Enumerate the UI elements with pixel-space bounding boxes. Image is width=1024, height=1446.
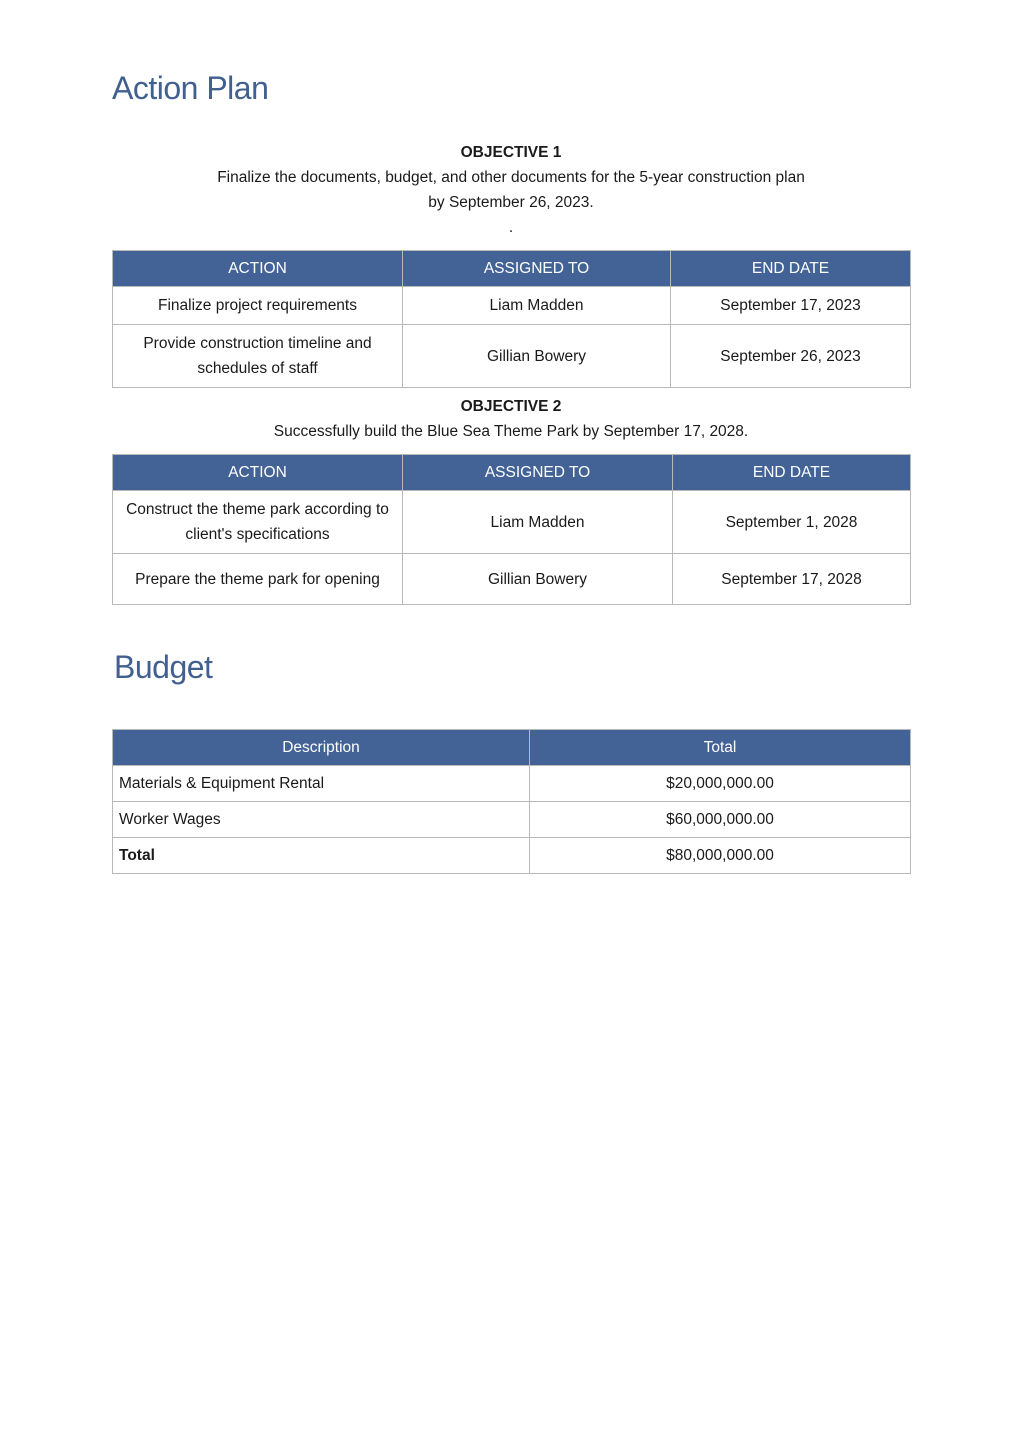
assigned-cell: Liam Madden: [403, 491, 673, 554]
end-date-cell: September 17, 2023: [671, 287, 911, 325]
total-row: [113, 838, 911, 874]
total-label-cell: Total: [113, 838, 530, 874]
header-action: ACTION: [113, 455, 403, 491]
objective-2-table: [112, 454, 911, 605]
table-row: [113, 766, 911, 802]
header-assigned-to: ASSIGNED TO: [403, 455, 673, 491]
objective-1-text-line1: Finalize the documents, budget, and other documents for the 5-year construction plan: [217, 169, 805, 186]
action-cell: Construct the theme park according to client's specifications: [113, 491, 403, 554]
assigned-cell: Gillian Bowery: [403, 325, 671, 388]
budget-table: [112, 729, 911, 874]
assigned-cell: Liam Madden: [403, 287, 671, 325]
header-end-date: END DATE: [673, 455, 911, 491]
action-cell: Prepare the theme park for opening: [113, 554, 403, 605]
description-cell: Materials & Equipment Rental: [113, 766, 530, 802]
header-assigned-to: ASSIGNED TO: [403, 251, 671, 287]
amount-cell: $60,000,000.00: [530, 802, 911, 838]
header-description: Description: [113, 730, 530, 766]
objective-1-table: [112, 250, 911, 388]
total-amount-cell: $80,000,000.00: [530, 838, 911, 874]
objective-1-block: [112, 140, 910, 240]
header-action: ACTION: [113, 251, 403, 287]
objective-1-text-line2: by September 26, 2023.: [428, 194, 594, 211]
objective-2-block: [112, 394, 910, 444]
table-row: [113, 287, 911, 325]
objective-1-heading: OBJECTIVE 1: [460, 144, 562, 161]
end-date-cell: September 17, 2028: [673, 554, 911, 605]
action-cell: Finalize project requirements: [113, 287, 403, 325]
objective-1-text-line3: .: [508, 219, 514, 236]
header-end-date: END DATE: [671, 251, 911, 287]
assigned-cell: Gillian Bowery: [403, 554, 673, 605]
table-row: [113, 325, 911, 388]
table-header-row: [113, 251, 911, 287]
table-header-row: [113, 455, 911, 491]
objective-2-heading: OBJECTIVE 2: [460, 398, 562, 415]
objective-2-text-line1: Successfully build the Blue Sea Theme Park by September 17, 2028.: [273, 423, 749, 440]
end-date-cell: September 26, 2023: [671, 325, 911, 388]
description-cell: Worker Wages: [113, 802, 530, 838]
action-cell: Provide construction timeline and schedules of staff: [113, 325, 403, 388]
header-total: Total: [530, 730, 911, 766]
budget-title: Budget: [114, 649, 213, 685]
table-row: [113, 491, 911, 554]
end-date-cell: September 1, 2028: [673, 491, 911, 554]
table-row: [113, 554, 911, 605]
action-plan-title: Action Plan: [112, 70, 269, 106]
amount-cell: $20,000,000.00: [530, 766, 911, 802]
table-header-row: [113, 730, 911, 766]
table-row: [113, 802, 911, 838]
